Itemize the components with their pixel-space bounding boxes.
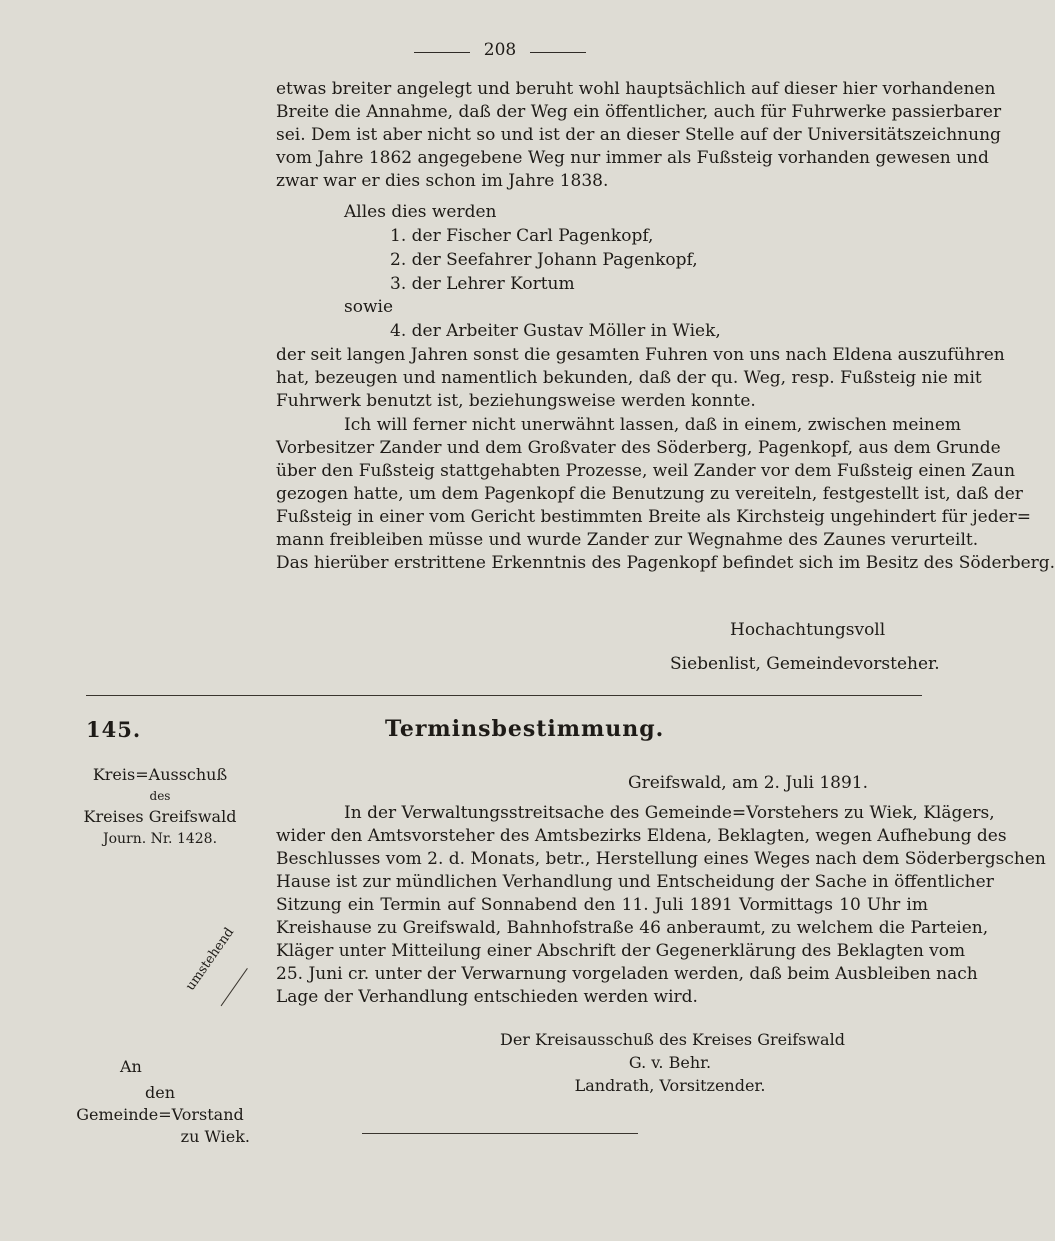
signoff-line: Der Kreisausschuß des Kreises Greifswald [500, 1030, 845, 1049]
letter-line: Das hierüber erstrittene Erkenntnis des Pagenkopf befindet sich im Besitz des Söderberg. [276, 553, 1055, 573]
recipient-block [60, 1056, 260, 1148]
notice-line: Lage der Verhandlung entschieden werden wird. [276, 987, 698, 1007]
letter-line: hat, bezeugen und namentlich bekunden, daß der qu. Weg, resp. Fußsteig nie mit [276, 368, 982, 388]
section-divider [86, 695, 922, 696]
letter-line: Breite die Annahme, daß der Weg ein öffentlicher, auch für Fuhrwerke passierbarer [276, 102, 1002, 122]
closing-greeting: Hochachtungsvoll [730, 620, 886, 640]
header-dash-right [530, 52, 586, 53]
stamp-note: umstehend [183, 925, 238, 994]
signoff-line: Landrath, Vorsitzender. [574, 1076, 766, 1095]
sender-block [40, 764, 280, 850]
witness-item: 2. der Seefahrer Johann Pagenkopf, [390, 250, 698, 270]
sender-line: Kreis=Ausschuß [92, 765, 228, 784]
sender-line: Journ. Nr. 1428. [102, 831, 218, 847]
letter-line: sei. Dem ist aber nicht so und ist der an dieser Stelle auf der Universitätszeichnung [276, 125, 1001, 145]
sender-line: des [149, 789, 171, 803]
witness-item: 1. der Fischer Carl Pagenkopf, [390, 226, 654, 246]
notice-line: In der Verwaltungsstreitsache des Gemeinde=Vorstehers zu Wiek, Klägers, [344, 803, 995, 823]
recipient-line: An [120, 1057, 142, 1076]
witness-item: 4. der Arbeiter Gustav Möller in Wiek, [390, 321, 721, 341]
letter-line: über den Fußsteig stattgehabten Prozesse, weil Zander vor dem Fußsteig einen Zaun [276, 461, 1016, 481]
section-number: 145. [86, 717, 142, 742]
recipient-line: zu Wiek. [180, 1127, 250, 1146]
notice-line: Beschlusses vom 2. d. Monats, betr., Herstellung eines Weges nach dem Söderbergschen [276, 849, 1046, 869]
letter-line: Fuhrwerk benutzt ist, beziehungsweise werden konnte. [276, 391, 756, 411]
recipient-line: den Gemeinde=Vorstand [76, 1083, 244, 1124]
letter-line: Ich will ferner nicht unerwähnt lassen, daß in einem, zwischen meinem [344, 415, 962, 435]
letter-line: vom Jahre 1862 angegebene Weg nur immer als Fußsteig vorhanden gewesen und [276, 148, 989, 168]
letter-line: etwas breiter angelegt und beruht wohl hauptsächlich auf dieser hier vorhandenen [276, 79, 996, 99]
letter-line: Vorbesitzer Zander und dem Großvater des Söderberg, Pagenkopf, aus dem Grunde [276, 438, 1001, 458]
witness-sowie: sowie [344, 297, 394, 317]
signoff-block [480, 1028, 860, 1097]
witness-item: 3. der Lehrer Kortum [390, 274, 575, 294]
signoff-line: G. v. Behr. [628, 1053, 712, 1072]
sender-line: Kreises Greifswald [83, 807, 237, 826]
signature: Siebenlist, Gemeindevorsteher. [670, 654, 940, 674]
dateline: Greifswald, am 2. Juli 1891. [628, 773, 869, 793]
section-heading: Terminsbestimmung. [385, 716, 665, 742]
letter-line: mann freibleiben müsse und wurde Zander zur Wegnahme des Zaunes verurteilt. [276, 530, 979, 550]
page-number: 208 [483, 40, 517, 60]
letter-line: zwar war er dies schon im Jahre 1838. [276, 171, 609, 191]
notice-line: Kläger unter Mitteilung einer Abschrift der Gegenerklärung des Beklagten vom [276, 941, 966, 961]
notice-line: 25. Juni cr. unter der Verwarnung vorgeladen werden, daß beim Ausbleiben nach [276, 964, 978, 984]
witness-intro: Alles dies werden [344, 202, 497, 222]
page-header [0, 40, 1000, 66]
notice-line: Hause ist zur mündlichen Verhandlung und Entscheidung der Sache in öffentlicher [276, 872, 994, 892]
notice-line: wider den Amtsvorsteher des Amtsbezirks Eldena, Beklagten, wegen Aufhebung des [276, 826, 1007, 846]
letter-line: Fußsteig in einer vom Gericht bestimmten Breite als Kirchsteig ungehindert für jeder= [276, 507, 1032, 527]
letter-line: der seit langen Jahren sonst die gesamten Fuhren von uns nach Eldena auszuführen [276, 345, 1005, 365]
notice-line: Sitzung ein Termin auf Sonnabend den 11. Juli 1891 Vormittags 10 Uhr im [276, 895, 928, 915]
header-dash-left [414, 52, 470, 53]
notice-line: Kreishause zu Greifswald, Bahnhofstraße 46 anberaumt, zu welchem die Parteien, [276, 918, 989, 938]
letter-line: gezogen hatte, um dem Pagenkopf die Benutzung zu vereiteln, festgestellt ist, daß der [276, 484, 1023, 504]
end-rule [362, 1133, 638, 1134]
stamp-stroke [221, 968, 248, 1006]
